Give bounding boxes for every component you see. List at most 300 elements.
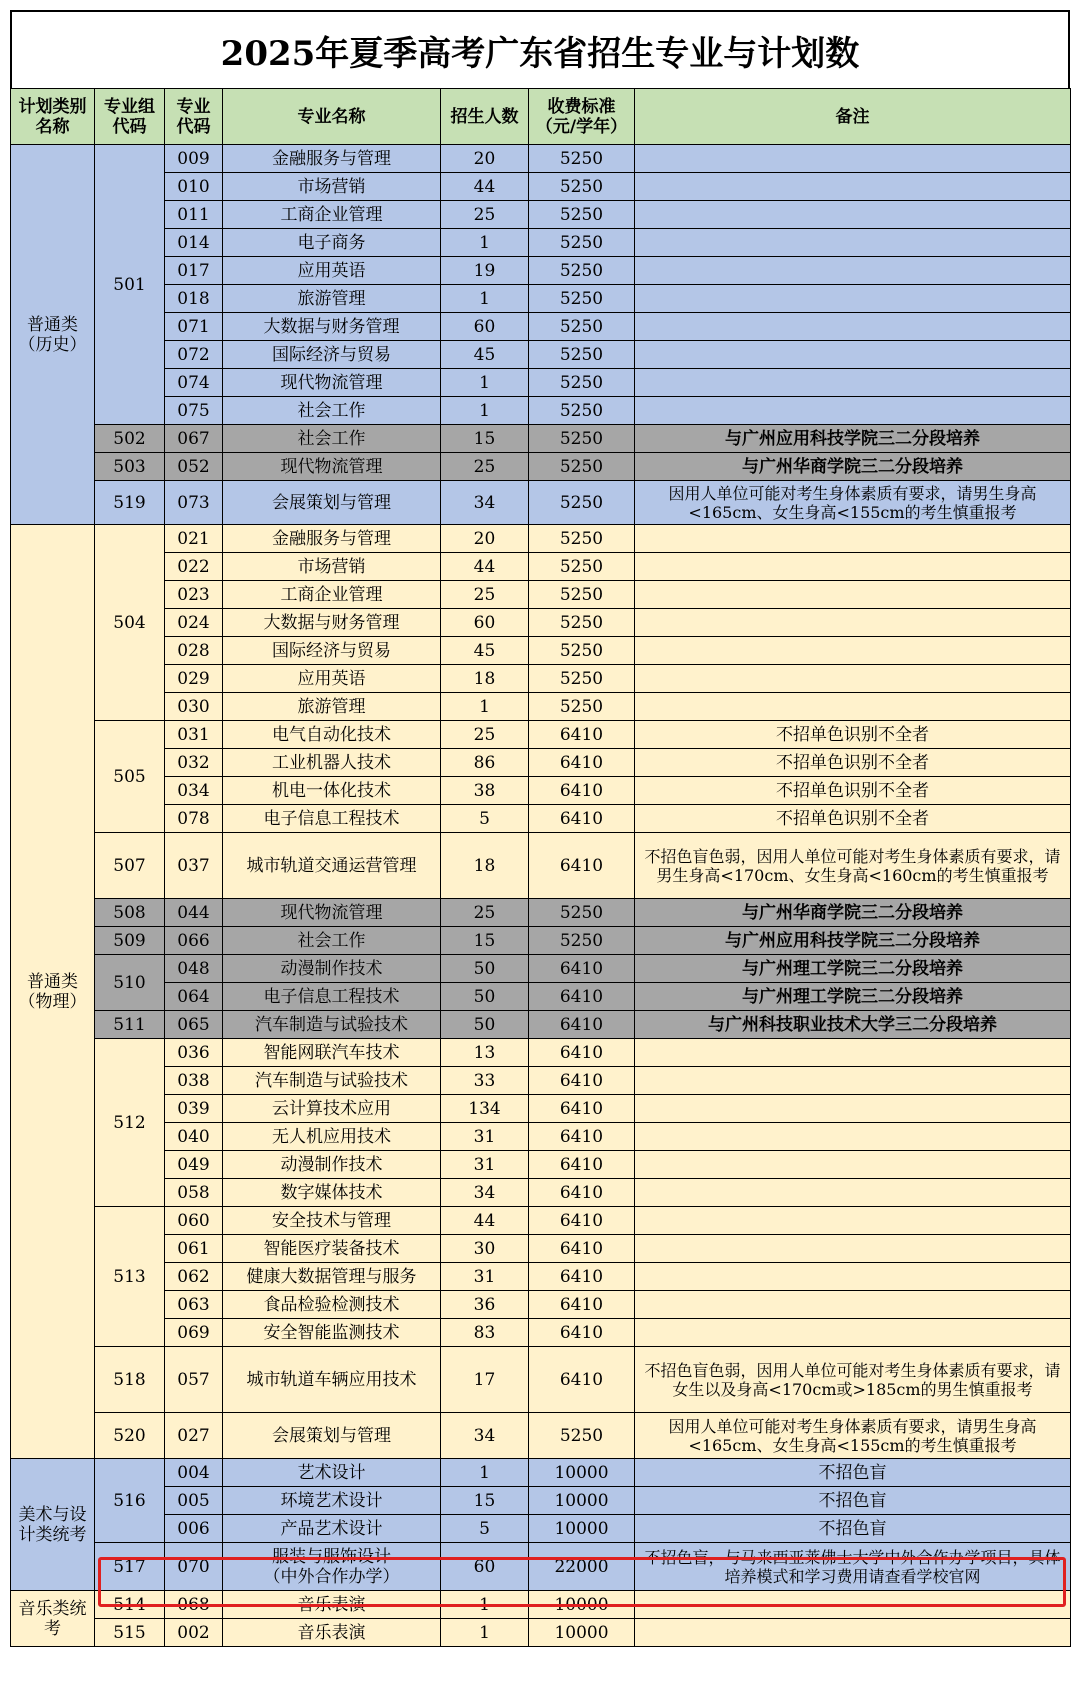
major-code-cell: 034 <box>165 777 223 805</box>
major-code-cell: 040 <box>165 1123 223 1151</box>
note-cell <box>635 581 1071 609</box>
enrollment-count-cell: 38 <box>441 777 529 805</box>
table-row <box>11 693 1071 721</box>
major-name-cell: 食品检验检测技术 <box>223 1291 441 1319</box>
major-code-cell: 022 <box>165 553 223 581</box>
major-name-cell: 城市轨道交通运营管理 <box>223 833 441 899</box>
note-cell: 与广州理工学院三二分段培养 <box>635 983 1071 1011</box>
tuition-fee-cell: 5250 <box>529 553 635 581</box>
major-code-cell: 044 <box>165 899 223 927</box>
enrollment-count-cell: 36 <box>441 1291 529 1319</box>
enrollment-count-cell: 31 <box>441 1123 529 1151</box>
enrollment-count-cell: 19 <box>441 257 529 285</box>
note-cell: 因用人单位可能对考生身体素质有要求，请男生身高<165cm、女生身高<155cm的考生慎重报考 <box>635 1413 1071 1459</box>
tuition-fee-cell: 5250 <box>529 899 635 927</box>
major-code-cell: 009 <box>165 145 223 173</box>
tuition-fee-cell: 6410 <box>529 983 635 1011</box>
tuition-fee-cell: 5250 <box>529 173 635 201</box>
note-cell <box>635 285 1071 313</box>
enrollment-count-cell: 5 <box>441 1515 529 1543</box>
major-code-cell: 010 <box>165 173 223 201</box>
enrollment-count-cell: 60 <box>441 609 529 637</box>
note-cell <box>635 257 1071 285</box>
major-name-cell: 社会工作 <box>223 927 441 955</box>
major-code-cell: 006 <box>165 1515 223 1543</box>
note-cell <box>635 201 1071 229</box>
note-cell: 不招色盲 <box>635 1515 1071 1543</box>
group-code-cell: 518 <box>95 1347 165 1413</box>
major-code-cell: 030 <box>165 693 223 721</box>
note-cell: 不招色盲色弱，因用人单位可能对考生身体素质有要求，请女生以及身高<170cm或>185cm的男生慎重报考 <box>635 1347 1071 1413</box>
header-row <box>11 89 1071 145</box>
note-cell <box>635 1319 1071 1347</box>
enrollment-count-cell: 50 <box>441 955 529 983</box>
note-cell <box>635 1151 1071 1179</box>
table-row <box>11 1179 1071 1207</box>
enrollment-count-cell: 15 <box>441 1487 529 1515</box>
tuition-fee-cell: 10000 <box>529 1619 635 1647</box>
group-code-cell: 502 <box>95 425 165 453</box>
category-cell: 普通类 （历史） <box>11 145 95 525</box>
major-name-cell: 国际经济与贸易 <box>223 637 441 665</box>
major-name-cell: 艺术设计 <box>223 1459 441 1487</box>
table-row <box>11 1619 1071 1647</box>
tuition-fee-cell: 6410 <box>529 1235 635 1263</box>
tuition-fee-cell: 5250 <box>529 481 635 525</box>
major-code-cell: 060 <box>165 1207 223 1235</box>
table-row <box>11 257 1071 285</box>
enrollment-count-cell: 1 <box>441 369 529 397</box>
table-row <box>11 777 1071 805</box>
note-cell <box>635 665 1071 693</box>
tuition-fee-cell: 5250 <box>529 257 635 285</box>
note-cell <box>635 145 1071 173</box>
major-name-cell: 环境艺术设计 <box>223 1487 441 1515</box>
major-name-cell: 国际经济与贸易 <box>223 341 441 369</box>
tuition-fee-cell: 5250 <box>529 313 635 341</box>
group-code-cell: 512 <box>95 1039 165 1207</box>
major-code-cell: 057 <box>165 1347 223 1413</box>
tuition-fee-cell: 22000 <box>529 1543 635 1591</box>
major-code-cell: 028 <box>165 637 223 665</box>
note-cell <box>635 609 1071 637</box>
major-code-cell: 072 <box>165 341 223 369</box>
header-name: 专业名称 <box>223 89 441 145</box>
major-code-cell: 067 <box>165 425 223 453</box>
enrollment-count-cell: 1 <box>441 1619 529 1647</box>
table-row <box>11 1543 1071 1591</box>
note-cell <box>635 229 1071 257</box>
major-name-cell: 音乐表演 <box>223 1619 441 1647</box>
table-row <box>11 609 1071 637</box>
tuition-fee-cell: 6410 <box>529 1067 635 1095</box>
major-code-cell: 066 <box>165 927 223 955</box>
major-name-cell: 服装与服饰设计 （中外合作办学） <box>223 1543 441 1591</box>
category-cell: 普通类 （物理） <box>11 525 95 1459</box>
tuition-fee-cell: 10000 <box>529 1515 635 1543</box>
major-code-cell: 063 <box>165 1291 223 1319</box>
tuition-fee-cell: 6410 <box>529 955 635 983</box>
tuition-fee-cell: 5250 <box>529 397 635 425</box>
major-name-cell: 云计算技术应用 <box>223 1095 441 1123</box>
enrollment-count-cell: 15 <box>441 927 529 955</box>
major-name-cell: 工商企业管理 <box>223 201 441 229</box>
major-name-cell: 现代物流管理 <box>223 453 441 481</box>
major-code-cell: 049 <box>165 1151 223 1179</box>
major-name-cell: 市场营销 <box>223 553 441 581</box>
note-cell <box>635 1095 1071 1123</box>
tuition-fee-cell: 6410 <box>529 1123 635 1151</box>
major-name-cell: 社会工作 <box>223 425 441 453</box>
tuition-fee-cell: 5250 <box>529 525 635 553</box>
tuition-fee-cell: 5250 <box>529 453 635 481</box>
major-name-cell: 工商企业管理 <box>223 581 441 609</box>
group-code-cell: 503 <box>95 453 165 481</box>
major-code-cell: 048 <box>165 955 223 983</box>
table-row <box>11 1291 1071 1319</box>
table-row <box>11 1123 1071 1151</box>
major-name-cell: 大数据与财务管理 <box>223 313 441 341</box>
enrollment-table <box>10 88 1071 1647</box>
note-cell <box>635 525 1071 553</box>
note-cell: 不招单色识别不全者 <box>635 777 1071 805</box>
tuition-fee-cell: 6410 <box>529 1151 635 1179</box>
group-code-cell: 505 <box>95 721 165 833</box>
note-cell: 与广州理工学院三二分段培养 <box>635 955 1071 983</box>
major-code-cell: 036 <box>165 1039 223 1067</box>
major-code-cell: 037 <box>165 833 223 899</box>
table-row <box>11 1347 1071 1413</box>
note-cell: 不招单色识别不全者 <box>635 749 1071 777</box>
enrollment-count-cell: 83 <box>441 1319 529 1347</box>
group-code-cell: 513 <box>95 1207 165 1347</box>
table-row <box>11 1263 1071 1291</box>
enrollment-count-cell: 45 <box>441 637 529 665</box>
header-count: 招生人数 <box>441 89 529 145</box>
enrollment-count-cell: 1 <box>441 229 529 257</box>
table-row <box>11 1151 1071 1179</box>
note-cell <box>635 313 1071 341</box>
header-note: 备注 <box>635 89 1071 145</box>
note-cell <box>635 397 1071 425</box>
major-code-cell: 031 <box>165 721 223 749</box>
major-name-cell: 智能网联汽车技术 <box>223 1039 441 1067</box>
page-title: 2025年夏季高考广东省招生专业与计划数 <box>10 10 1070 88</box>
note-cell: 不招色盲，与马来西亚莱佛士大学中外合作办学项目，具体培养模式和学习费用请查看学校官网 <box>635 1543 1071 1591</box>
major-name-cell: 会展策划与管理 <box>223 1413 441 1459</box>
note-cell: 因用人单位可能对考生身体素质有要求，请男生身高<165cm、女生身高<155cm的考生慎重报考 <box>635 481 1071 525</box>
enrollment-count-cell: 31 <box>441 1151 529 1179</box>
enrollment-count-cell: 18 <box>441 833 529 899</box>
table-row <box>11 955 1071 983</box>
tuition-fee-cell: 5250 <box>529 665 635 693</box>
tuition-fee-cell: 5250 <box>529 693 635 721</box>
tuition-fee-cell: 6410 <box>529 1207 635 1235</box>
tuition-fee-cell: 5250 <box>529 145 635 173</box>
note-cell <box>635 637 1071 665</box>
major-code-cell: 058 <box>165 1179 223 1207</box>
major-code-cell: 078 <box>165 805 223 833</box>
enrollment-count-cell: 20 <box>441 145 529 173</box>
note-cell <box>635 1123 1071 1151</box>
table-row <box>11 983 1071 1011</box>
group-code-cell: 517 <box>95 1543 165 1591</box>
tuition-fee-cell: 5250 <box>529 927 635 955</box>
tuition-fee-cell: 10000 <box>529 1591 635 1619</box>
enrollment-count-cell: 44 <box>441 1207 529 1235</box>
note-cell <box>635 341 1071 369</box>
table-row <box>11 749 1071 777</box>
table-row <box>11 899 1071 927</box>
table-row <box>11 553 1071 581</box>
enrollment-count-cell: 86 <box>441 749 529 777</box>
tuition-fee-cell: 6410 <box>529 805 635 833</box>
note-cell <box>635 369 1071 397</box>
major-name-cell: 汽车制造与试验技术 <box>223 1011 441 1039</box>
major-name-cell: 音乐表演 <box>223 1591 441 1619</box>
note-cell <box>635 1207 1071 1235</box>
note-cell <box>635 1179 1071 1207</box>
major-name-cell: 动漫制作技术 <box>223 1151 441 1179</box>
note-cell: 与广州华商学院三二分段培养 <box>635 453 1071 481</box>
major-code-cell: 024 <box>165 609 223 637</box>
note-cell: 与广州应用科技学院三二分段培养 <box>635 425 1071 453</box>
major-name-cell: 无人机应用技术 <box>223 1123 441 1151</box>
major-code-cell: 005 <box>165 1487 223 1515</box>
group-code-cell: 508 <box>95 899 165 927</box>
header-fee: 收费标准 （元/学年） <box>529 89 635 145</box>
enrollment-count-cell: 34 <box>441 1413 529 1459</box>
major-code-cell: 075 <box>165 397 223 425</box>
major-name-cell: 健康大数据管理与服务 <box>223 1263 441 1291</box>
tuition-fee-cell: 5250 <box>529 581 635 609</box>
note-cell <box>635 1263 1071 1291</box>
table-row <box>11 229 1071 257</box>
tuition-fee-cell: 5250 <box>529 425 635 453</box>
major-code-cell: 032 <box>165 749 223 777</box>
group-code-cell: 510 <box>95 955 165 1011</box>
enrollment-sheet <box>10 10 1070 1647</box>
major-name-cell: 汽车制造与试验技术 <box>223 1067 441 1095</box>
tuition-fee-cell: 6410 <box>529 1179 635 1207</box>
enrollment-count-cell: 60 <box>441 1543 529 1591</box>
group-code-cell: 516 <box>95 1459 165 1543</box>
major-name-cell: 数字媒体技术 <box>223 1179 441 1207</box>
major-name-cell: 安全智能监测技术 <box>223 1319 441 1347</box>
table-row <box>11 665 1071 693</box>
enrollment-count-cell: 30 <box>441 1235 529 1263</box>
enrollment-count-cell: 31 <box>441 1263 529 1291</box>
table-row <box>11 1591 1071 1619</box>
table-row <box>11 1413 1071 1459</box>
major-code-cell: 011 <box>165 201 223 229</box>
note-cell <box>635 173 1071 201</box>
major-name-cell: 现代物流管理 <box>223 369 441 397</box>
enrollment-count-cell: 45 <box>441 341 529 369</box>
major-name-cell: 电子商务 <box>223 229 441 257</box>
major-name-cell: 旅游管理 <box>223 285 441 313</box>
enrollment-count-cell: 134 <box>441 1095 529 1123</box>
tuition-fee-cell: 6410 <box>529 1291 635 1319</box>
tuition-fee-cell: 5250 <box>529 1413 635 1459</box>
table-row <box>11 1067 1071 1095</box>
enrollment-count-cell: 25 <box>441 581 529 609</box>
major-name-cell: 社会工作 <box>223 397 441 425</box>
major-name-cell: 电气自动化技术 <box>223 721 441 749</box>
major-code-cell: 039 <box>165 1095 223 1123</box>
enrollment-count-cell: 44 <box>441 173 529 201</box>
tuition-fee-cell: 5250 <box>529 285 635 313</box>
note-cell <box>635 1591 1071 1619</box>
enrollment-count-cell: 1 <box>441 693 529 721</box>
tuition-fee-cell: 6410 <box>529 749 635 777</box>
enrollment-count-cell: 20 <box>441 525 529 553</box>
major-name-cell: 金融服务与管理 <box>223 145 441 173</box>
tuition-fee-cell: 6410 <box>529 1095 635 1123</box>
table-row <box>11 1207 1071 1235</box>
table-row <box>11 1319 1071 1347</box>
major-code-cell: 027 <box>165 1413 223 1459</box>
note-cell: 与广州科技职业技术大学三二分段培养 <box>635 1011 1071 1039</box>
table-row <box>11 285 1071 313</box>
group-code-cell: 507 <box>95 833 165 899</box>
major-code-cell: 052 <box>165 453 223 481</box>
major-name-cell: 现代物流管理 <box>223 899 441 927</box>
note-cell <box>635 1067 1071 1095</box>
table-row <box>11 581 1071 609</box>
enrollment-count-cell: 25 <box>441 721 529 749</box>
tuition-fee-cell: 6410 <box>529 833 635 899</box>
major-name-cell: 市场营销 <box>223 173 441 201</box>
table-row <box>11 1515 1071 1543</box>
tuition-fee-cell: 6410 <box>529 1319 635 1347</box>
major-name-cell: 工业机器人技术 <box>223 749 441 777</box>
major-code-cell: 021 <box>165 525 223 553</box>
major-name-cell: 动漫制作技术 <box>223 955 441 983</box>
enrollment-count-cell: 25 <box>441 453 529 481</box>
enrollment-count-cell: 44 <box>441 553 529 581</box>
note-cell <box>635 1291 1071 1319</box>
group-code-cell: 511 <box>95 1011 165 1039</box>
enrollment-count-cell: 25 <box>441 899 529 927</box>
table-row <box>11 481 1071 525</box>
group-code-cell: 514 <box>95 1591 165 1619</box>
table-row <box>11 201 1071 229</box>
group-code-cell: 519 <box>95 481 165 525</box>
major-code-cell: 038 <box>165 1067 223 1095</box>
note-cell: 不招色盲色弱，因用人单位可能对考生身体素质有要求，请男生身高<170cm、女生身高<160cm的考生慎重报考 <box>635 833 1071 899</box>
table-row <box>11 425 1071 453</box>
table-row <box>11 637 1071 665</box>
note-cell: 不招色盲 <box>635 1487 1071 1515</box>
enrollment-count-cell: 1 <box>441 397 529 425</box>
enrollment-count-cell: 60 <box>441 313 529 341</box>
table-row <box>11 1039 1071 1067</box>
note-cell: 不招单色识别不全者 <box>635 805 1071 833</box>
tuition-fee-cell: 5250 <box>529 637 635 665</box>
table-row <box>11 173 1071 201</box>
table-row <box>11 145 1071 173</box>
major-name-cell: 城市轨道车辆应用技术 <box>223 1347 441 1413</box>
enrollment-count-cell: 34 <box>441 481 529 525</box>
tuition-fee-cell: 10000 <box>529 1459 635 1487</box>
table-row <box>11 805 1071 833</box>
header-category: 计划类别 名称 <box>11 89 95 145</box>
major-code-cell: 068 <box>165 1591 223 1619</box>
major-name-cell: 会展策划与管理 <box>223 481 441 525</box>
major-name-cell: 大数据与财务管理 <box>223 609 441 637</box>
enrollment-count-cell: 18 <box>441 665 529 693</box>
tuition-fee-cell: 6410 <box>529 1039 635 1067</box>
category-cell: 音乐类统 考 <box>11 1591 95 1647</box>
major-code-cell: 002 <box>165 1619 223 1647</box>
major-code-cell: 004 <box>165 1459 223 1487</box>
enrollment-count-cell: 33 <box>441 1067 529 1095</box>
tuition-fee-cell: 5250 <box>529 229 635 257</box>
major-name-cell: 智能医疗装备技术 <box>223 1235 441 1263</box>
group-code-cell: 520 <box>95 1413 165 1459</box>
major-code-cell: 062 <box>165 1263 223 1291</box>
enrollment-count-cell: 5 <box>441 805 529 833</box>
enrollment-count-cell: 50 <box>441 983 529 1011</box>
note-cell: 与广州应用科技学院三二分段培养 <box>635 927 1071 955</box>
enrollment-count-cell: 25 <box>441 201 529 229</box>
major-code-cell: 061 <box>165 1235 223 1263</box>
enrollment-count-cell: 15 <box>441 425 529 453</box>
major-name-cell: 产品艺术设计 <box>223 1515 441 1543</box>
enrollment-count-cell: 50 <box>441 1011 529 1039</box>
category-cell: 美术与设 计类统考 <box>11 1459 95 1591</box>
major-code-cell: 018 <box>165 285 223 313</box>
tuition-fee-cell: 5250 <box>529 341 635 369</box>
tuition-fee-cell: 6410 <box>529 1263 635 1291</box>
table-row <box>11 1011 1071 1039</box>
table-row <box>11 1459 1071 1487</box>
note-cell <box>635 1619 1071 1647</box>
header-group: 专业组 代码 <box>95 89 165 145</box>
table-row <box>11 397 1071 425</box>
table-row <box>11 927 1071 955</box>
major-code-cell: 064 <box>165 983 223 1011</box>
tuition-fee-cell: 5250 <box>529 369 635 397</box>
group-code-cell: 501 <box>95 145 165 425</box>
major-name-cell: 安全技术与管理 <box>223 1207 441 1235</box>
table-row <box>11 1235 1071 1263</box>
tuition-fee-cell: 6410 <box>529 1347 635 1413</box>
group-code-cell: 515 <box>95 1619 165 1647</box>
enrollment-count-cell: 1 <box>441 285 529 313</box>
major-code-cell: 074 <box>165 369 223 397</box>
table-row <box>11 369 1071 397</box>
note-cell: 不招单色识别不全者 <box>635 721 1071 749</box>
major-code-cell: 029 <box>165 665 223 693</box>
major-name-cell: 机电一体化技术 <box>223 777 441 805</box>
enrollment-count-cell: 1 <box>441 1459 529 1487</box>
major-code-cell: 065 <box>165 1011 223 1039</box>
note-cell <box>635 693 1071 721</box>
table-row <box>11 1487 1071 1515</box>
major-code-cell: 073 <box>165 481 223 525</box>
table-row <box>11 341 1071 369</box>
enrollment-count-cell: 34 <box>441 1179 529 1207</box>
tuition-fee-cell: 6410 <box>529 1011 635 1039</box>
tuition-fee-cell: 6410 <box>529 777 635 805</box>
major-name-cell: 应用英语 <box>223 665 441 693</box>
major-code-cell: 014 <box>165 229 223 257</box>
major-name-cell: 电子信息工程技术 <box>223 983 441 1011</box>
table-row <box>11 721 1071 749</box>
tuition-fee-cell: 5250 <box>529 201 635 229</box>
